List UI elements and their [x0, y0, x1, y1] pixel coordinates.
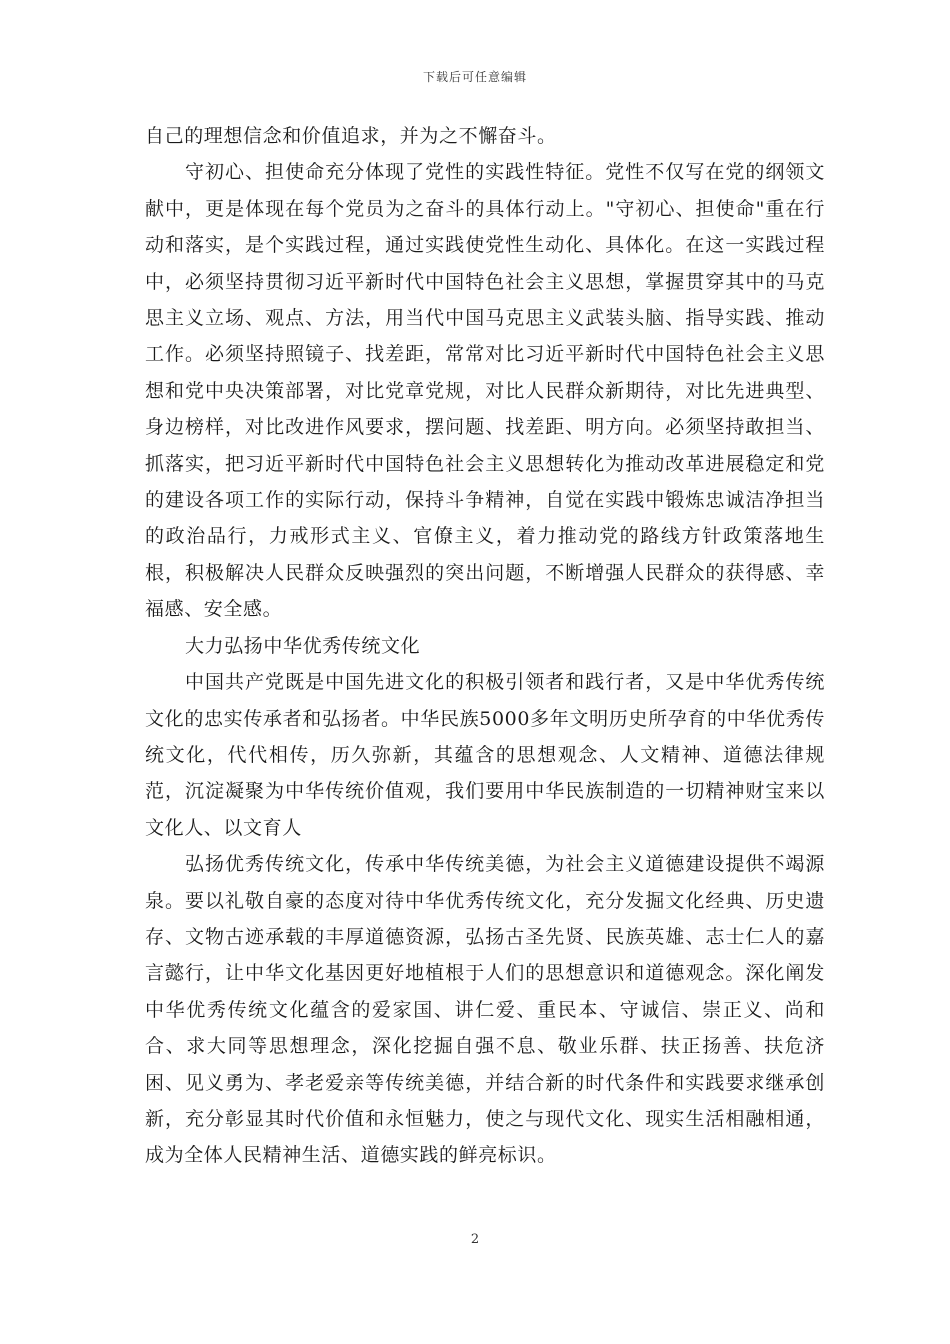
- paragraph-continuation: 自己的理想信念和价值追求，并为之不懈奋斗。: [145, 125, 557, 147]
- paragraph-party-culture: 中国共产党既是中国先进文化的积极引领者和践行者，又是中华优秀传统文化的忠实传承者和弘扬者。中华民族5000多年文明历史所孕育的中华优秀传统文化，代代相传，历久弥新，其蕴含的思想观念、人文精神、道德法律规范，沉淀凝聚为中华传统价值观，我们要用中华民族制造的一切精神财宝来以文化人、以文育人: [145, 671, 825, 839]
- document-body: [145, 118, 825, 1174]
- page-header: 下载后可任意编辑: [422, 70, 527, 84]
- paragraph-tradition-virtue: 弘扬优秀传统文化，传承中华传统美德，为社会主义道德建设提供不竭源泉。要以礼敬自豪的态度对待中华优秀传统文化，充分发掘文化经典、历史遗存、文物古迹承载的丰厚道德资源，弘扬古圣先贤、民族英雄、志士仁人的嘉言懿行，让中华文化基因更好地植根于人们的思想意识和道德观念。深化阐发中华优秀传统文化蕴含的爱家国、讲仁爱、重民本、守诚信、崇正义、尚和合、求大同等思想理念，深化挖掘自强不息、敬业乐群、扶正扬善、扶危济困、见义勇为、孝老爱亲等传统美德，并结合新的时代条件和实践要求继承创新，充分彰显其时代价值和永恒魅力，使之与现代文化、现实生活相融相通，成为全体人民精神生活、道德实践的鲜亮标识。: [145, 853, 825, 1167]
- page-number: 2: [470, 1232, 480, 1247]
- section-heading: 大力弘扬中华优秀传统文化: [185, 634, 421, 657]
- paragraph-mission-practice: 守初心、担使命充分体现了党性的实践性特征。党性不仅写在党的纲领文献中，更是体现在每个党员为之奋斗的具体行动上。"守初心、担使命"重在行动和落实，是个实践过程，通过实践使党性生动化、具体化。在这一实践过程中，必须坚持贯彻习近平新时代中国特色社会主义思想，掌握贯穿其中的马克思主义立场、观点、方法，用当代中国马克思主义武装头脑、指导实践、推动工作。必须坚持照镜子、找差距，常常对比习近平新时代中国特色社会主义思想和党中央决策部署，对比党章党规，对比人民群众新期待，对比先进典型、身边榜样，对比改进作风要求，摆问题、找差距、明方向。必须坚持敢担当、抓落实，把习近平新时代中国特色社会主义思想转化为推动改革进展稳定和党的建设各项工作的实际行动，保持斗争精神，自觉在实践中锻炼忠诚洁净担当的政治品行，力戒形式主义、官僚主义，着力推动党的路线方针政策落地生根，积极解决人民群众反映强烈的突出问题，不断增强人民群众的获得感、幸福感、安全感。: [145, 161, 825, 621]
